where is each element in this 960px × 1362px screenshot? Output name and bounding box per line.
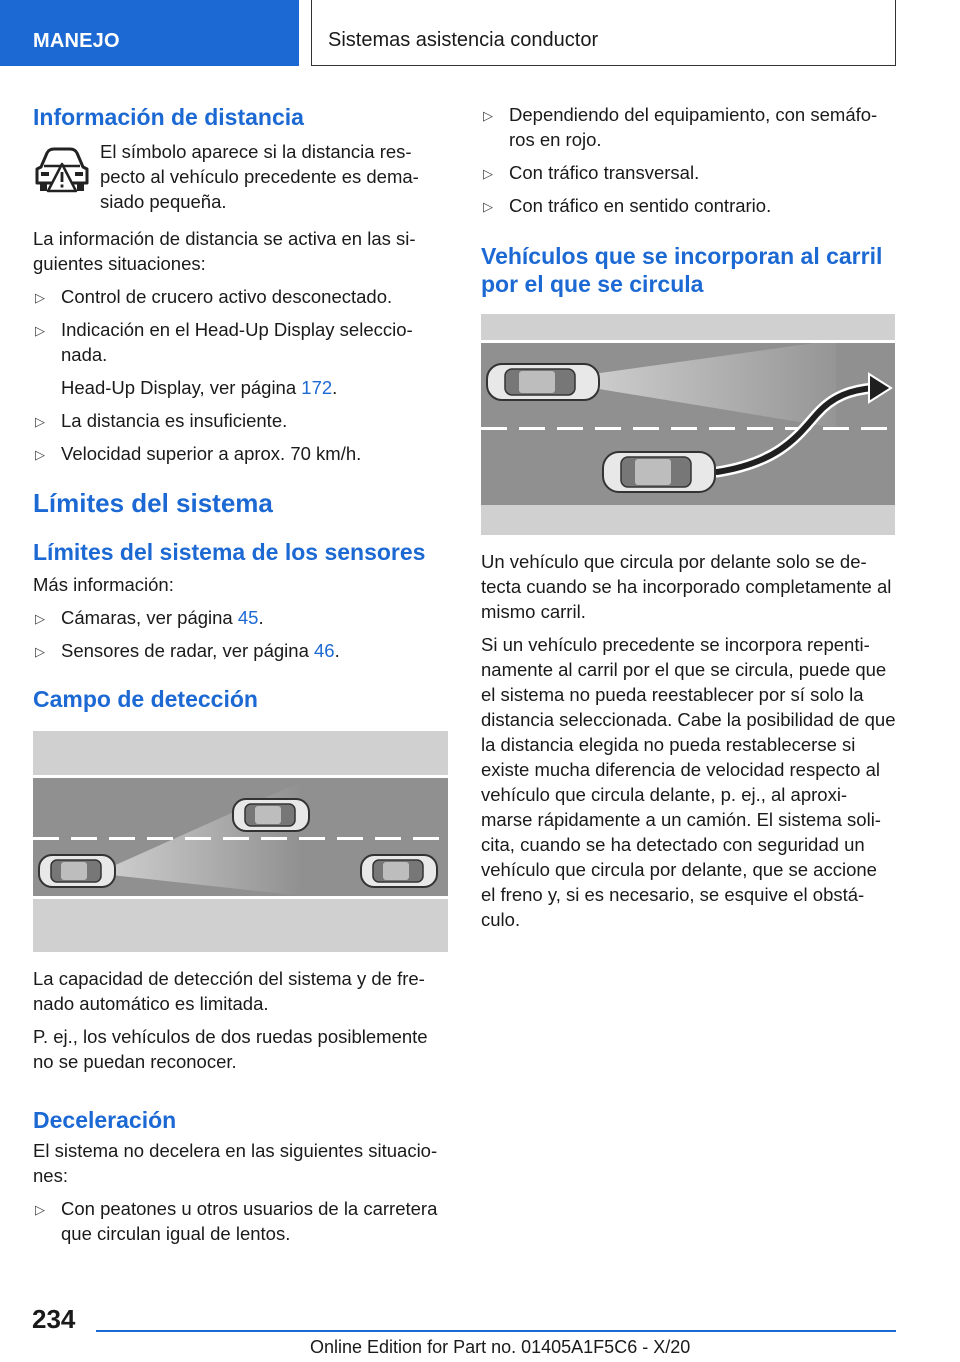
triangle-right-icon: ▷ — [483, 199, 493, 214]
detection-beam — [593, 340, 836, 428]
heading-deceleration: Deceleración — [33, 1107, 177, 1133]
car-icon — [603, 452, 715, 492]
list-item: ▷ Sensores de radar, ver página 46. — [33, 638, 448, 663]
car-warning-icon — [33, 139, 100, 214]
left-column — [33, 100, 448, 1246]
list-item: ▷ Con tráfico en sentido contrario. — [481, 193, 896, 218]
list-item: ▷ Con tráfico transversal. — [481, 160, 896, 185]
right-column — [481, 102, 896, 932]
heading-system-limits: Límites del sistema — [33, 488, 273, 518]
deceleration-list-right — [481, 102, 896, 218]
page-link-45[interactable]: 45 — [237, 607, 259, 628]
triangle-right-icon: ▷ — [35, 1202, 45, 1217]
cross-reference: Head-Up Display, ver página 172. — [61, 377, 338, 398]
triangle-right-icon: ▷ — [483, 108, 493, 123]
list-item: ▷ Control de crucero activo desconectado. — [33, 284, 448, 309]
merging-para-2: Si un vehículo precedente se incorpora repenti-namente al carril por el que se circula, puede que el sistema no pueda reestablecer por sí solo la distancia seleccionada. Cabe la posibilidad de que la distancia elegida no pueda restablecerse si existe mucha diferencia de velocidad respecto al vehículo que circula delante, p. ej., al aproxi-marse rápidamente a un camión. El sistema soli-cita, cuando se ha detectado con seguridad un vehículo que circula por delante, que se accione el freno y, si es necesario, se esquive el obstá-culo. — [481, 634, 896, 930]
heading-merging-vehicles: Vehículos que se incorporan al carril por el que se circula — [481, 243, 883, 297]
sensor-list — [33, 605, 448, 663]
triangle-right-icon: ▷ — [35, 447, 45, 462]
deceleration-list-left — [33, 1196, 448, 1246]
heading-detection-range: Campo de detección — [33, 686, 258, 712]
car-icon — [233, 799, 309, 831]
list-item: ▷ Velocidad superior a aprox. 70 km/h. — [33, 441, 448, 466]
merging-vehicle-illustration — [481, 314, 895, 535]
triangle-right-icon: ▷ — [35, 290, 45, 305]
triangle-right-icon: ▷ — [35, 414, 45, 429]
triangle-right-icon: ▷ — [35, 323, 45, 338]
detection-para-2: P. ej., los vehículos de dos ruedas posiblemente no se puedan reconocer. — [33, 1026, 428, 1072]
heading-sensor-limits: Límites del sistema de los sensores — [33, 539, 426, 565]
distance-list — [33, 284, 448, 466]
list-item: ▷ La distancia es insuficiente. — [33, 408, 448, 433]
triangle-right-icon: ▷ — [483, 166, 493, 181]
car-icon — [361, 855, 437, 887]
edition-info: Online Edition for Part no. 01405A1F5C6 - X/20 — [310, 1337, 691, 1357]
list-item: ▷ Dependiendo del equipamiento, con semáfo-ros en rojo. — [483, 104, 878, 150]
car-icon — [487, 364, 599, 400]
detection-range-illustration — [33, 731, 448, 952]
page-number: 234 — [32, 1304, 76, 1334]
footer-divider — [96, 1330, 896, 1332]
detection-para-1: La capacidad de detección del sistema y de fre-nado automático es limitada. — [33, 968, 425, 1014]
page-link-46[interactable]: 46 — [314, 640, 335, 661]
sensors-intro: Más información: — [33, 574, 174, 595]
arrow-head-icon — [869, 374, 891, 402]
page-link-172[interactable]: 172 — [301, 377, 333, 398]
distance-icon-description: El símbolo aparece si la distancia res-pecto al vehículo precedente es dema-siado pequeña. — [100, 141, 419, 212]
detection-overlay — [33, 731, 448, 952]
triangle-right-icon: ▷ — [35, 644, 45, 659]
car-icon — [39, 855, 115, 887]
list-item: ▷ Con peatones u otros usuarios de la carretera que circulan igual de lentos. — [35, 1198, 438, 1244]
deceleration-intro: El sistema no decelera en las siguientes situacio-nes: — [33, 1140, 438, 1186]
triangle-right-icon: ▷ — [35, 611, 45, 626]
merging-overlay — [481, 314, 895, 535]
heading-distance-info: Información de distancia — [33, 104, 304, 130]
distance-intro: La información de distancia se activa en las si-guientes situaciones: — [33, 228, 416, 274]
distance-icon-row — [33, 139, 448, 214]
merging-para-1: Un vehículo que circula por delante solo se de-tecta cuando se ha incorporado completamente al mismo carril. — [481, 551, 892, 622]
list-item: ▷ Cámaras, ver página 45. — [33, 605, 448, 630]
section-tab: MANEJO — [0, 0, 299, 66]
chapter-title: Sistemas asistencia conductor — [311, 0, 896, 66]
list-item: ▷ Indicación en el Head-Up Display seleccio-nada. Head-Up Display, ver página 172. — [33, 317, 448, 400]
